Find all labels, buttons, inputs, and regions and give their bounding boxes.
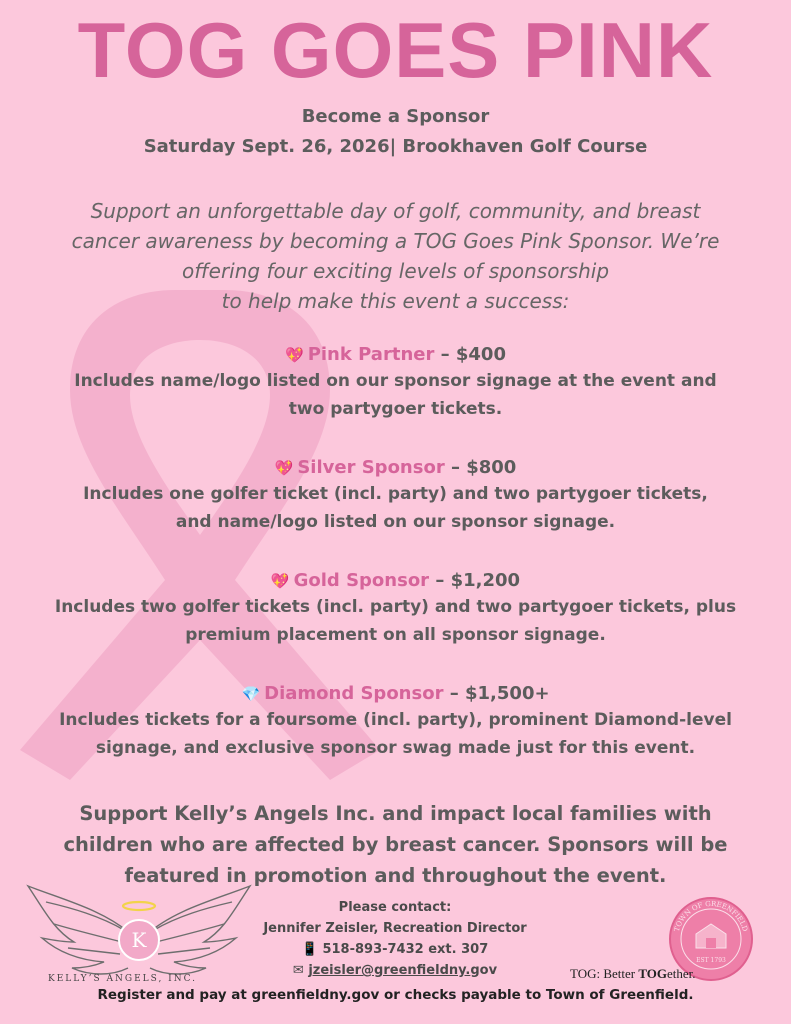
contact-email bbox=[230, 963, 560, 978]
tier-name: Diamond Sponsor bbox=[264, 683, 444, 704]
seal-text: TOWN OF GREENFIELD bbox=[672, 899, 750, 933]
contact-phone bbox=[230, 942, 560, 957]
phone-number: 518-893-7432 ext. 307 bbox=[322, 942, 489, 957]
closing-line: Support Kelly’s Angels Inc. and impact local families with bbox=[79, 802, 712, 825]
logo-letter: K bbox=[131, 928, 147, 952]
closing-line: children who are affected by breast cancer. Sponsors will be bbox=[63, 833, 728, 856]
tier-desc-line: Includes tickets for a foursome (incl. party), prominent Diamond-level bbox=[59, 710, 732, 730]
tagline bbox=[570, 966, 696, 982]
tier-heading bbox=[0, 457, 791, 478]
tagline-post: ether. bbox=[667, 966, 696, 981]
contact-heading: Please contact: bbox=[338, 900, 452, 915]
tier-description bbox=[0, 367, 791, 423]
tier-description bbox=[0, 593, 791, 649]
intro-line: Support an unforgettable day of golf, community, and breast bbox=[90, 199, 701, 223]
intro-line: offering four exciting levels of sponsorship bbox=[181, 259, 610, 283]
tier-heading bbox=[0, 344, 791, 365]
tier-silver-sponsor bbox=[0, 457, 791, 536]
closing-line: featured in promotion and throughout the event. bbox=[124, 864, 667, 887]
tier-price: – $1,200 bbox=[429, 570, 521, 591]
seal-est: EST 1793 bbox=[696, 957, 726, 964]
tier-price: – $1,500+ bbox=[443, 683, 550, 704]
contact-name: Jennifer Zeisler, Recreation Director bbox=[263, 921, 527, 936]
tier-heading bbox=[0, 570, 791, 591]
tier-name: Pink Partner bbox=[307, 344, 435, 365]
tier-gold-sponsor bbox=[0, 570, 791, 649]
tier-price: – $800 bbox=[444, 457, 517, 478]
tier-description bbox=[0, 480, 791, 536]
registration-footer: Register and pay at greenfieldny.gov or checks payable to Town of Greenfield. bbox=[97, 987, 694, 1003]
email-tail: gov bbox=[470, 963, 498, 978]
tier-name: Silver Sponsor bbox=[297, 457, 445, 478]
tier-desc-line: two partygoer tickets. bbox=[288, 399, 503, 419]
phone-icon: 📱 bbox=[301, 942, 318, 957]
tagline-pre: TOG: Better bbox=[570, 966, 639, 981]
tier-desc-line: Includes two golfer tickets (incl. party) and two partygoer tickets, plus bbox=[54, 597, 737, 617]
tier-desc-line: Includes name/logo listed on our sponsor signage at the event and bbox=[74, 371, 717, 391]
tier-price: – $400 bbox=[434, 344, 506, 365]
tier-desc-line: and name/logo listed on our sponsor signage. bbox=[175, 512, 616, 532]
event-date-location: Saturday Sept. 26, 2026| Brookhaven Golf Course bbox=[143, 136, 648, 157]
tier-description bbox=[0, 706, 791, 762]
tier-desc-line: signage, and exclusive sponsor swag made just for this event. bbox=[95, 738, 696, 758]
sparkling-heart-icon: 💖 bbox=[274, 459, 294, 477]
intro-paragraph bbox=[40, 196, 751, 316]
tier-desc-line: Includes one golfer ticket (incl. party) and two partygoer tickets, bbox=[83, 484, 708, 504]
intro-line: cancer awareness by becoming a TOG Goes Pink Sponsor. We’re bbox=[71, 229, 720, 253]
closing-paragraph bbox=[40, 798, 751, 891]
intro-line: to help make this event a success: bbox=[221, 289, 570, 313]
diamond-icon: 💎 bbox=[241, 685, 261, 703]
tier-desc-line: premium placement on all sponsor signage. bbox=[185, 625, 606, 645]
tier-diamond-sponsor bbox=[0, 683, 791, 762]
tier-heading bbox=[0, 683, 791, 704]
tagline-bold: TOG bbox=[638, 966, 668, 981]
envelope-icon: ✉ bbox=[292, 963, 304, 978]
tier-pink-partner bbox=[0, 344, 791, 423]
sparkling-heart-icon: 💖 bbox=[285, 346, 304, 364]
subtitle: Become a Sponsor bbox=[301, 106, 490, 127]
page-title: TOG GOES PINK bbox=[77, 6, 714, 94]
tier-name: Gold Sponsor bbox=[293, 570, 430, 591]
email-link[interactable]: jzeisler@greenfieldny. bbox=[308, 963, 471, 978]
sparkling-heart-icon: 💖 bbox=[270, 572, 290, 590]
kellys-angels-label: KELLY’S ANGELS, INC. bbox=[48, 974, 198, 984]
